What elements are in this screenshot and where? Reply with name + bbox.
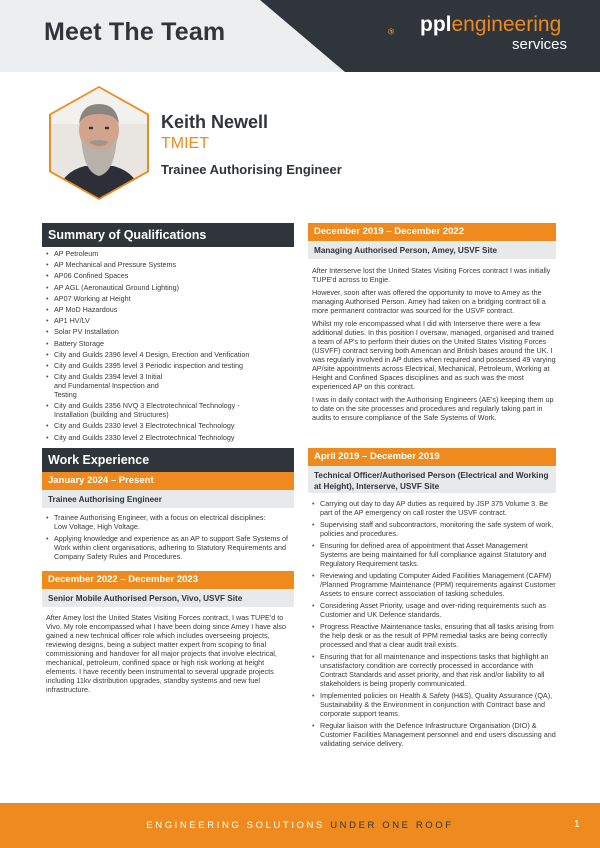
logo-engineering: engineering — [451, 13, 562, 36]
job2-dates: December 2022 – December 2023 — [42, 571, 294, 589]
list-item: • Considering Asset Priority, usage and over-riding requirements such as Customer and UK Defence standards. — [312, 601, 556, 619]
work-experience-heading: Work Experience — [42, 448, 294, 472]
page-number: 1 — [574, 819, 580, 830]
logo-ppl: ppl — [420, 13, 452, 36]
list-item: • Trainee Authorising Engineer, with a focus on electrical disciplines: Low Voltage, High Voltage. — [46, 513, 292, 531]
list-item: • City and Guilds 2395 level 3 Periodic inspection and testing — [46, 361, 294, 370]
job2-description — [46, 613, 294, 698]
portrait-photo — [45, 84, 153, 202]
list-item: • Supervising staff and subcontractors, monitoring the safe system of work, policies and procedures. — [312, 520, 556, 538]
list-item: • City and Guilds 2394 level 3 Initial and Fundamental Inspection and Testing — [46, 372, 294, 399]
list-item: • AP AGL (Aeronautical Ground Lighting) — [46, 283, 294, 292]
job3-dates: December 2019 – December 2022 — [308, 223, 556, 241]
list-item: • Applying knowledge and experience as an AP to support Safe Systems of Work within client organisations, adhering to Statutory Requirements and Company Safety Rules and Procedures. — [46, 534, 292, 561]
qualifications-list — [46, 249, 294, 444]
job3-title: Managing Authorised Person, Amey, USVF Site — [308, 241, 556, 259]
page-title: Meet The Team — [44, 18, 226, 46]
footer-tagline — [0, 820, 600, 831]
list-item: • Ensuring for defined area of appointment that Asset Management Systems are being maintained for full compliance against Statutory and Regulatory Requirement tasks. — [312, 541, 556, 568]
list-item: • Progress Reactive Maintenance tasks, ensuring that all tasks arising from the help desk or as the result of PPM remedial tasks are being correctly processed and that a clear audit trail exists. — [312, 622, 556, 649]
list-item: • AP Petroleum — [46, 249, 294, 258]
job2-title: Senior Mobile Authorised Person, Vivo, USVF Site — [42, 589, 294, 607]
paragraph: After Amey lost the United States Visiting Forces contract, I was TUPE'd to Vivo. My role encompassed what I have been doing since Amey I have also gained a new technical officer role which includes overseeing projects, reviewing designs, being a subject matter expert from scoping to final commissioning and handover for all major projects that involve electrical, mechanical, petroleum, confined space or high risk working at height elements. I have recently been instrumental to several upgrade projects including 11kv distribution upgrades, standby systems and new fuel infrastructure. — [46, 613, 286, 694]
hexagon-cube-icon — [388, 14, 422, 50]
list-item: • Ensuring that for all maintenance and inspections tasks that highlight an unsatisfactory condition are correctly processed in accordance with Contract Standards and asset priority, and that risk and/or liability to all stakeholders is being properly communicated. — [312, 652, 556, 688]
job3-description — [312, 266, 556, 426]
paragraph: However, soon after was offered the opportunity to move to Amey as the managing Authorised Person. Amey had taken on a bridging contract till a more permanent contractor was sourced for the USVF contract. — [312, 288, 546, 315]
paragraph: I was in daily contact with the Authorising Engineers (AE's) keeping them up to date on the site processes and procedures and regularly taking part in audits to ensure compliance of the Safe Systems of Work. — [312, 395, 554, 422]
job1-dates: January 2024 – Present — [42, 472, 294, 490]
list-item: • Solar PV Installation — [46, 327, 294, 336]
list-item: • Battery Storage — [46, 339, 294, 348]
list-item: • City and Guilds 2330 level 2 Electrotechnical Technology — [46, 433, 294, 442]
list-item: • Regular liaison with the Defence Infrastructure Organisation (DIO) & Customer Facilities Management personnel and end users discussing and validating service delivery. — [312, 721, 556, 748]
paragraph: Whilst my role encompassed what I did with Interserve there were a few additional duties. In this position I oversaw, managed, organised and trained a team of AP's to perform their duties on the United States Visiting Forces (USVFF) contract serving both American and British bases around the UK. I was regularly involved in AP duties when required and possessed 49 varying AP/site appointments across Electrical, Mechanical, Petroleum, Working at Height and Confined Spaces disciplines and as such was the most experienced AP on this contract. — [312, 319, 556, 391]
qualifications-heading: Summary of Qualifications — [42, 223, 294, 247]
job1-bullets — [46, 513, 292, 564]
company-logo-text — [420, 14, 561, 36]
logo-services: services — [512, 36, 568, 53]
list-item: • Implemented policies on Health & Safety (H&S), Quality Assurance (QA), Sustainability & the Environment in conjunction with Contract base and corporate support teams. — [312, 691, 556, 718]
tagline-part1: ENGINEERING SOLUTIONS — [146, 820, 325, 831]
list-item: • AP1 HV/LV — [46, 316, 294, 325]
job4-bullets — [312, 499, 556, 751]
list-item: • City and Guilds 2356 NVQ 3 Electrotechnical Technology - Installation (building and Structures) — [46, 401, 294, 419]
job4-dates: April 2019 – December 2019 — [308, 448, 556, 466]
person-role: Trainee Authorising Engineer — [161, 162, 342, 177]
list-item: • AP MoD Hazardous — [46, 305, 294, 314]
list-item: • Carrying out day to day AP duties as required by JSP 375 Volume 3. Be part of the AP emergency on call roster the USVF contract. — [312, 499, 556, 517]
list-item: • City and Guilds 2396 level 4 Design, Erection and Verification — [46, 350, 294, 359]
list-item: • AP07 Working at Height — [46, 294, 294, 303]
list-item: • Reviewing and updating Computer Aided Facilities Management (CAFM) /Planned Programme Maintenance (PPM) requirements against Customer Assets to ensure correct association of tasking schedules. — [312, 571, 556, 598]
tagline-part2: UNDER ONE ROOF — [330, 820, 454, 831]
list-item: • City and Guilds 2330 level 3 Electrotechnical Technology — [46, 421, 294, 430]
paragraph: After Interserve lost the United States Visiting Forces contract I was initially TUPE'd across to Engie. — [312, 266, 551, 284]
list-item: • AP Mechanical and Pressure Systems — [46, 260, 294, 269]
person-name: Keith Newell — [161, 112, 269, 132]
list-item: • AP06 Confined Spaces — [46, 271, 294, 280]
post-nominal: TMIET — [161, 135, 209, 152]
job4-title: Technical Officer/Authorised Person (Electrical and Working at Height), Interserve, USVF Site — [308, 466, 556, 493]
job1-title: Trainee Authorising Engineer — [42, 490, 294, 508]
